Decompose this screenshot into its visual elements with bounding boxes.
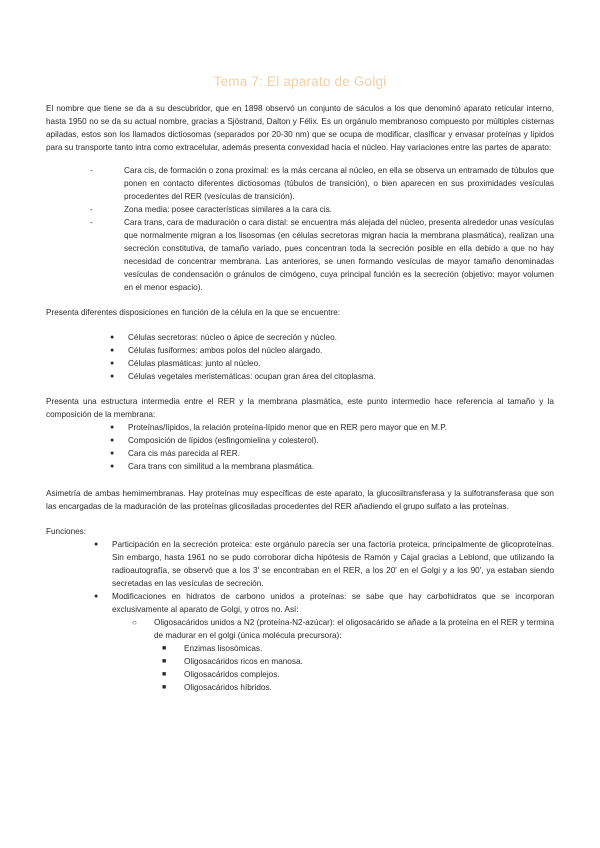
list-item: ● Células vegetales meristemáticas: ocupan gran área del citoplasma. <box>110 372 376 381</box>
list-item: ■ Oligosacáridos complejos. <box>162 670 280 679</box>
list-item: ● Proteínas/lípidos, la relación proteína-lípido menor que en RER pero mayor que en M.P. <box>110 423 447 432</box>
list-item: ○ Oligosacáridos unidos a N2 (proteína-N2-azúcar): el oligosacárido se añade a la proteína en el RER y termina de madurar en el golgi (única molécula precursora): ■ Enzimas lisosómicas. ■ Oligosacáridos ricos en manosa. ■ Oligosacáridos complejos. ■ Oligosacáridos híbridos. <box>132 618 554 692</box>
list-item: ● Composición de lípidos (esfingomielina y colesterol). <box>110 436 319 445</box>
functions-label: Funciones: <box>46 527 87 536</box>
list-item: ● Cara trans con similitud a la membrana plasmática. <box>110 462 315 471</box>
list-item: ● Cara cis más parecida al RER. <box>110 449 240 458</box>
dispositions-intro: Presenta diferentes disposiciones en función de la célula en la que se encuentre: <box>46 308 341 317</box>
dash-marker: - <box>90 218 93 227</box>
list-item: ● Células fusiformes: ambos polos del núcleo alargado. <box>110 346 323 355</box>
list-item: ■ Oligosacáridos híbridos. <box>162 683 272 692</box>
bullet-icon: ● <box>94 593 99 600</box>
oligo-list <box>132 616 554 694</box>
list-item: ● Células secretoras: núcleo o ápice de secreción y núcleo. <box>110 333 337 342</box>
bullet-icon: ● <box>110 424 115 431</box>
structure-list <box>110 421 554 473</box>
intro-paragraph: El nombre que tiene se da a su descubridor, que en 1898 observó un conjunto de sáculos a los que denominó aparato reticular interno, hasta 1950 no se da su actual nombre, gracias a Sjöstrand, Dalton y Félix. Es un orgánulo membranoso compuesto por múltiples cisternas apiladas, estos son los llamados dictiosomas (separados por 20-30 nm) que se ocupa de modificar, clasificar y envasar proteínas y lípidos para su transporte tanto intra como extracelular, además presenta convexidad hacia el núcleo. Hay variaciones entre las partes de aparato: <box>46 104 554 152</box>
oligo-types-list <box>162 642 554 694</box>
square-bullet-icon: ■ <box>162 645 167 652</box>
bullet-icon: ● <box>110 463 115 470</box>
list-item: ■ Oligosacáridos ricos en manosa. <box>162 657 303 666</box>
bullet-icon: ● <box>110 360 115 367</box>
bullet-icon: ● <box>110 347 115 354</box>
list-item: - Cara trans, cara de maduración o cara distal: se encuentra más alejada del núcleo, presenta alrededor unas vesículas que normalmente migran a los lisosomas (en células secretoras migran hacia la membrana plasmática), realizan una secreción constitutiva, de tamaño variado, pues concentran toda la secreción posible en ella debido a que no hay necesidad de concentrar membrana. Las anteriores, se unen formando vesículas de mayor tamaño denominadas vesículas de condensación o gránulos de cimógeno, cuya principal función es la secreción (objetivo: mayor volumen en el menor espacio). <box>90 218 554 292</box>
list-item: ● Modificaciones en hidratos de carbono unidos a proteínas: se sabe que hay carbohidratos que se incorporan exclusivamente al aparato de Golgi, y otros no. Así: ○ Oligosacáridos unidos a N2 (proteína-N2-azúcar): el oligosacárido se añade a la proteína en el RER y termina de madurar en el golgi (única molécula precursora): ■ Enzimas lisosómicas. ■ Oligosacáridos ricos en manosa. ■ Oligosacáridos complejos. ■ Oligosacáridos híbridos. <box>94 592 554 692</box>
functions-list <box>90 538 554 694</box>
bullet-icon: ● <box>110 450 115 457</box>
list-item: ● Participación en la secreción proteica: este orgánulo parecía ser una factoría proteica, principalmente de glicoproteínas. Sin embargo, hasta 1961 no se pudo corroborar dicha hipótesis de Ramón y Cajal gracias a Leblond, que utilizando la radioautografía, se observó que a los 3' se encontraban en el RER, a los 20' en el Golgi y a los 90', ya estaban siendo secretadas en las vesículas de secreción. <box>94 540 554 588</box>
square-bullet-icon: ■ <box>162 671 167 678</box>
dash-marker: - <box>90 205 93 214</box>
bullet-icon: ● <box>110 437 115 444</box>
list-item: ● Células plasmáticas: junto al núcleo. <box>110 359 261 368</box>
list-item: - Cara cis, de formación o zona proximal: es la más cercana al núcleo, en ella se observa un entramado de túbulos que ponen en contacto diferentes dictiosomas (túbulos de transición), o bien aparecen en sus proximidades vesículas procedentes del RER (vesículas de transición). <box>90 166 554 201</box>
square-bullet-icon: ■ <box>162 684 167 691</box>
asymmetry-paragraph: Asimetría de ambas hemimembranas. Hay proteínas muy específicas de este aparato, la glucosiltransferasa y la sulfotransferasa que son las encargadas de la maduración de las proteínas glicosiladas procedentes del RER añadiendo el grupo sulfato a las proteínas. <box>46 489 554 511</box>
list-item: - Zona media: posee características similares a la cara cis. <box>90 205 332 214</box>
dispositions-list <box>110 331 554 383</box>
list-item: ■ Enzimas lisosómicas. <box>162 644 263 653</box>
bullet-icon: ● <box>110 373 115 380</box>
dash-marker: - <box>90 166 93 175</box>
circle-bullet-icon: ○ <box>132 618 137 627</box>
square-bullet-icon: ■ <box>162 658 167 665</box>
bullet-icon: ● <box>94 541 99 548</box>
bullet-icon: ● <box>110 334 115 341</box>
parts-list <box>90 164 554 294</box>
page-title: Tema 7: El aparato de Golgi <box>213 74 387 89</box>
structure-intro: Presenta una estructura intermedia entre el RER y la membrana plasmática, este punto intermedio hace referencia al tamaño y la composición de la membrana: <box>46 397 554 419</box>
